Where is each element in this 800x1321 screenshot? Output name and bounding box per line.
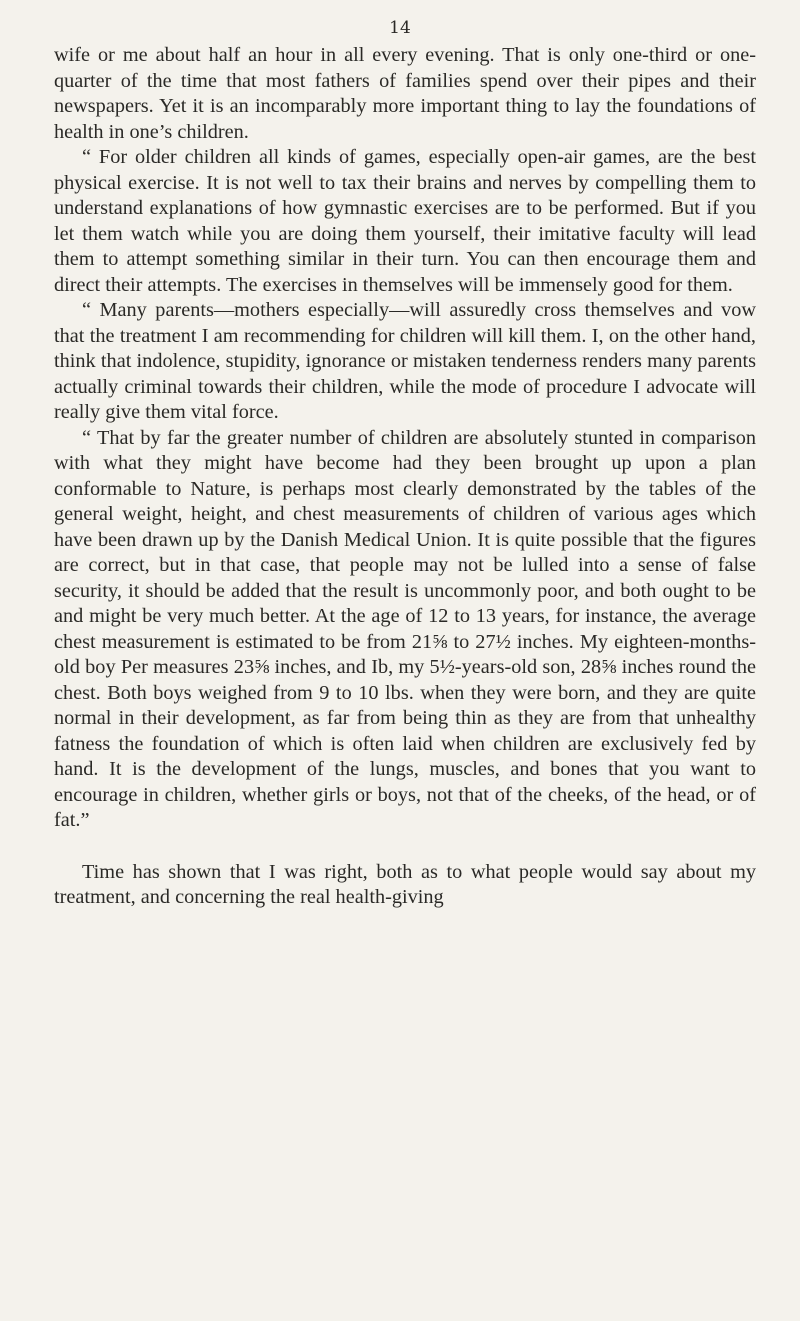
paragraph-1: wife or me about half an hour in all every evening. That is only one-third or one-quarter of the time that most fathers of families spend over their pipes and their newspapers. Yet it is an incomparably more important thing to lay the foundations of health in one’s children.: [54, 44, 756, 143]
paragraph-5: Time has shown that I was right, both as to what people would say about my treatment, and concerning the real health-giving: [54, 860, 756, 908]
paragraph-3: “ Many parents—mothers especially—will assuredly cross themselves and vow that the treatment I am recommending for children will kill them. I, on the other hand, think that indolence, stupidity, ignorance or mistaken tenderness renders many parents actually criminal towards their children, while the mode of procedure I advocate will really give them vital force.: [54, 299, 756, 423]
paragraph-4: “ That by far the greater number of children are absolutely stunted in comparison with what they might have become had they been brought up upon a plan conformable to Nature, is perhaps most clearly demonstrated by the tables of the general weight, height, and chest measurements of children of various ages which have been drawn up by the Danish Medical Union. It is quite possible that the figures are correct, but in that case, that people may not be lulled into a sense of false security, it should be added that the result is uncommonly poor, and both ought to be and might be very much better. At the age of 12 to 13 years, for instance, the average chest measurement is estimated to be from 21⅝ to 27½ inches. My eighteen-months-old boy Per measures 23⅝ inches, and Ib, my 5½-years-old son, 28⅝ inches round the chest. Both boys weighed from 9 to 10 lbs. when they were born, and they are quite normal in their development, as far from being thin as they are from that unhealthy fatness the foundation of which is often laid when children are exclusively fed by hand. It is the development of the lungs, muscles, and bones that you want to encourage in children, whether girls or boys, not that of the cheeks, of the head, or of fat.”: [54, 426, 756, 831]
body-text: [54, 43, 756, 911]
page-number: 14: [389, 18, 411, 38]
paragraph-2: “ For older children all kinds of games, especially open-air games, are the best physical exercise. It is not well to tax their brains and nerves by compelling them to understand explanations of how gymnastic exercises are to be performed. But if you let them watch while you are doing them yourself, their imitative faculty will lead them to attempt something similar in their turn. You can then encourage them and direct their attempts. The exercises in themselves will be immensely good for them.: [54, 146, 756, 296]
